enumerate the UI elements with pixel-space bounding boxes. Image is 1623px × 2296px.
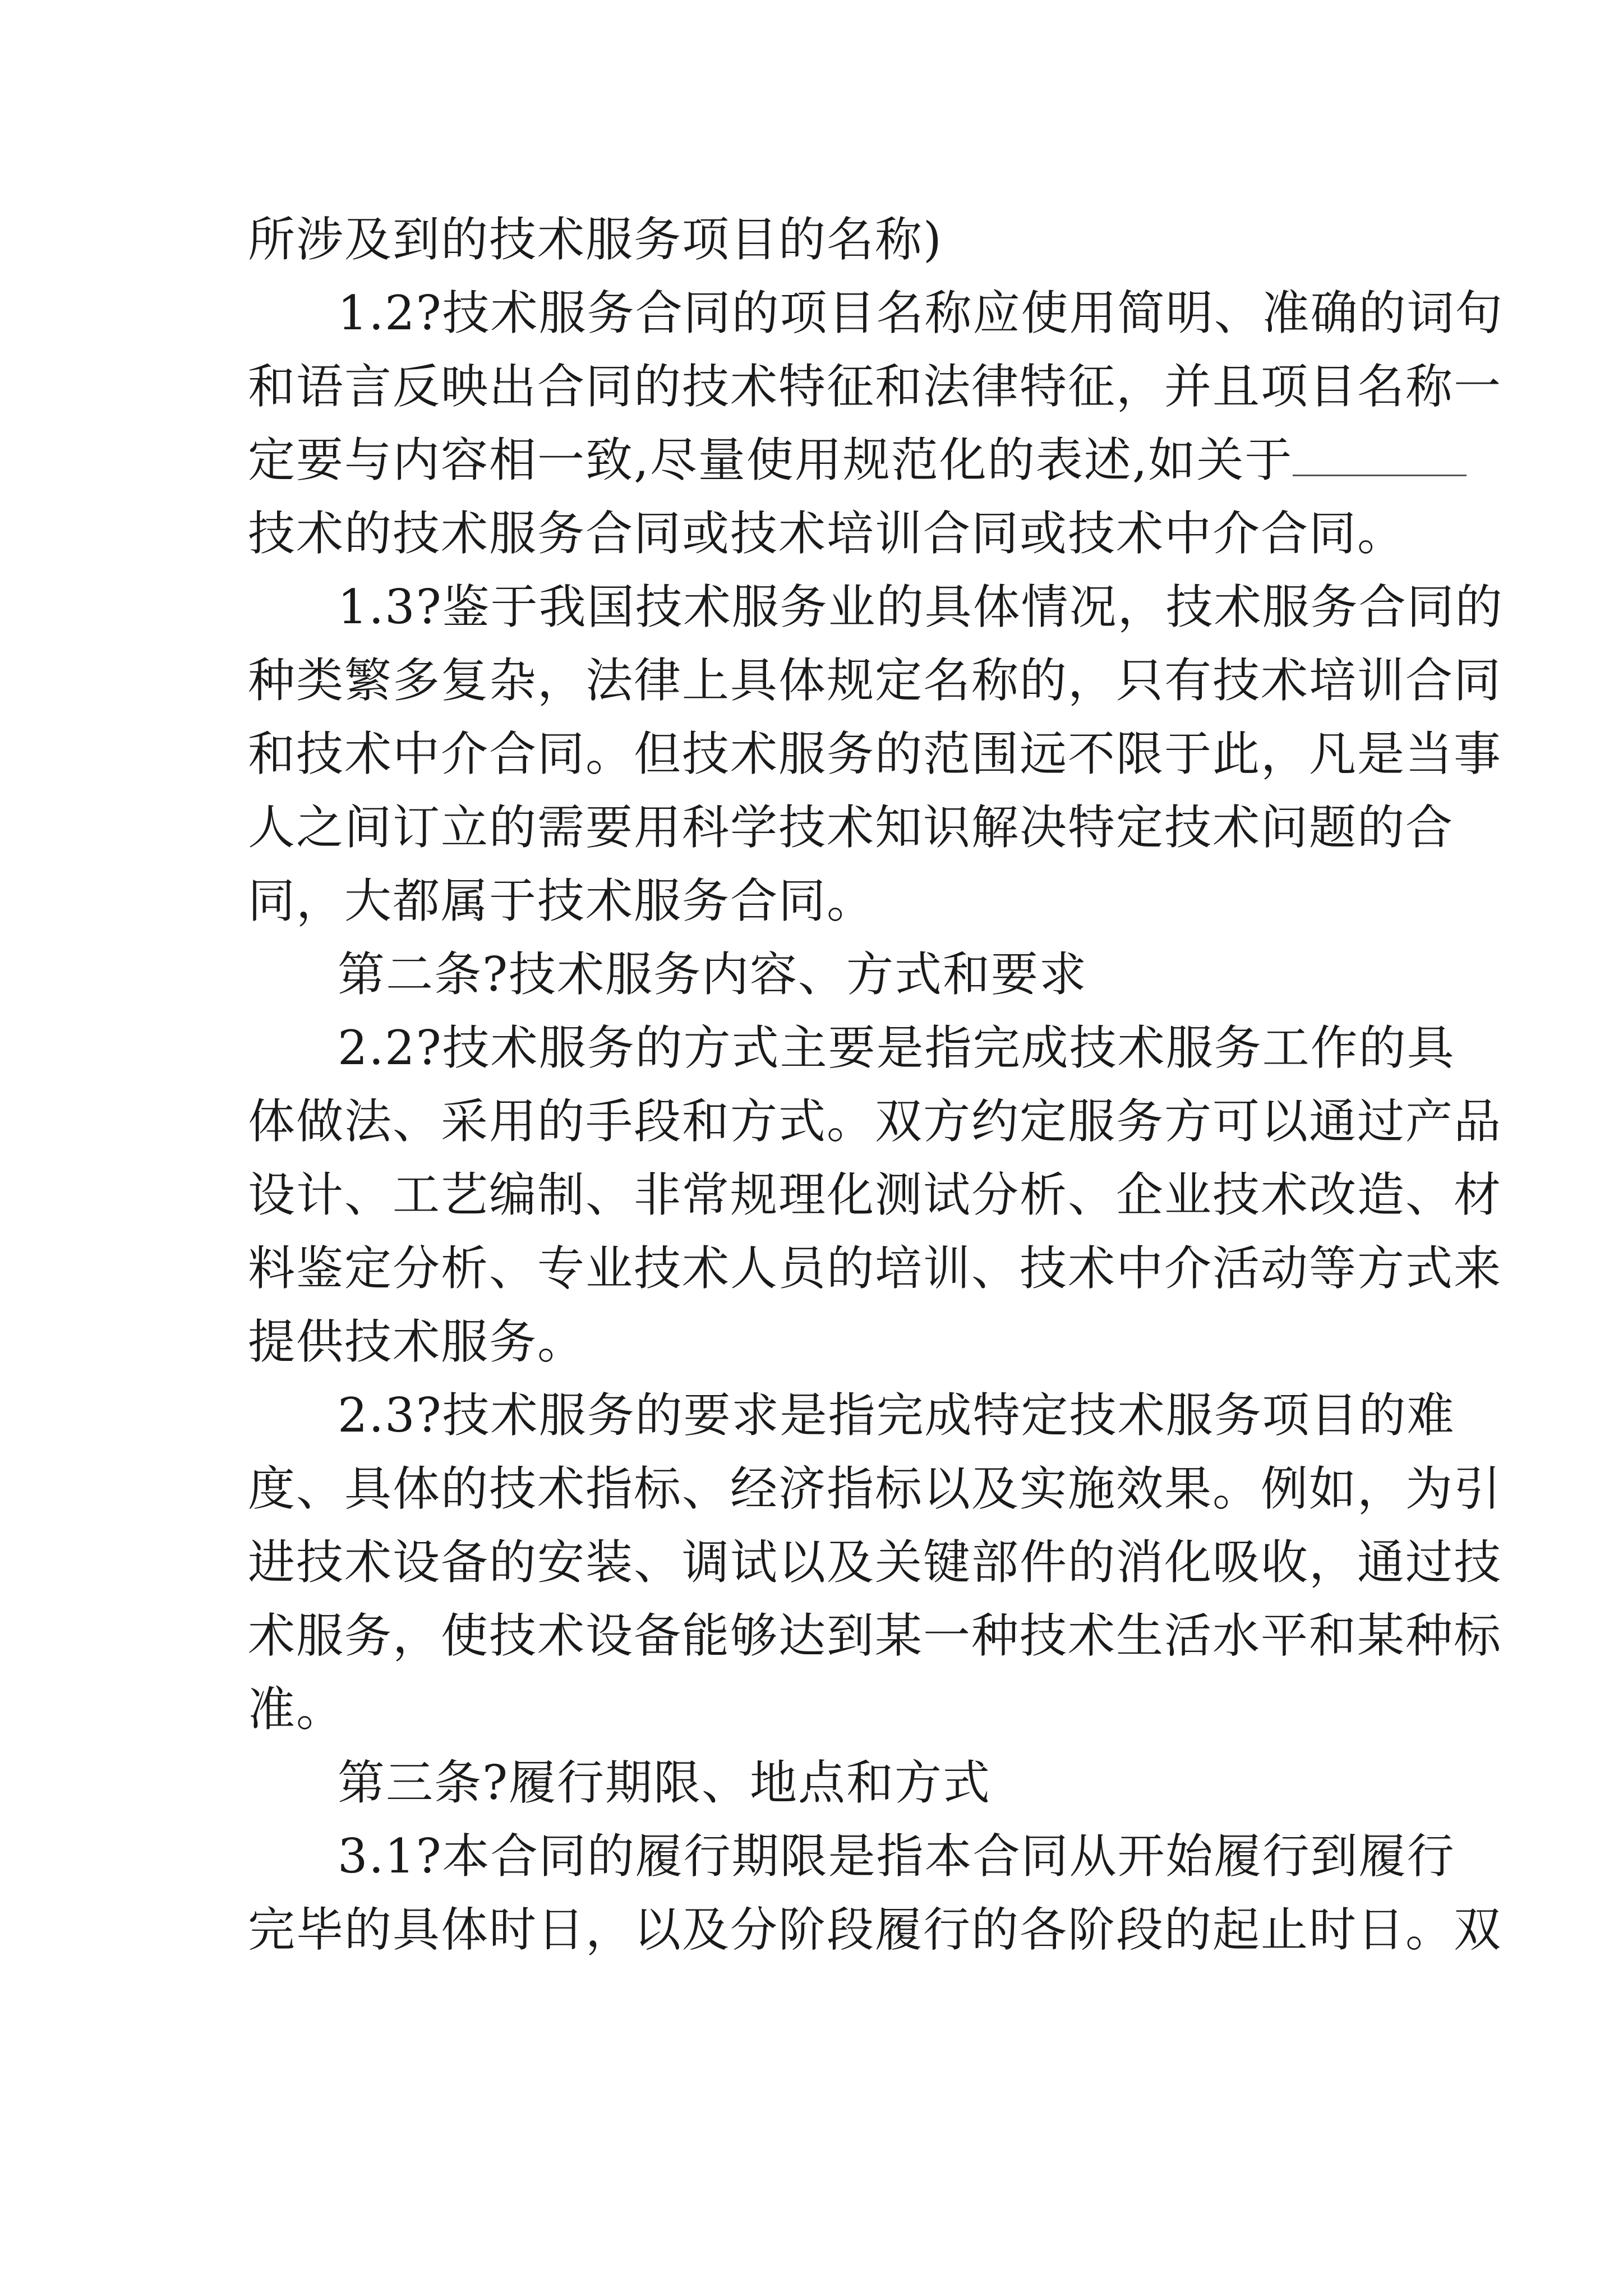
text-line: 术服务，使技术设备能够达到某一种技术生活水平和某种标	[248, 1608, 1502, 1663]
text-line: 3.1?本合同的履行期限是指本合同从开始履行到履行	[338, 1829, 1455, 1884]
text-line: 设计、工艺编制、非常规理化测试分析、企业技术改造、材	[248, 1167, 1502, 1222]
text-line: 度、具体的技术指标、经济指标以及实施效果。例如，为引	[248, 1461, 1502, 1516]
text-line: 定要与内容相一致,尽量使用规范化的表述,如关于	[248, 424, 1375, 497]
text-line: 进技术设备的安装、调试以及关键部件的消化吸收，通过技	[248, 1535, 1502, 1590]
text-line: 1.2?技术服务合同的项目名称应使用简明、准确的词句	[338, 286, 1504, 341]
fill-in-blank	[1293, 435, 1467, 476]
text-line: 完毕的具体时日，以及分阶段履行的各阶段的起止时日。双	[248, 1902, 1502, 1957]
text-line: 提供技术服务。	[248, 1314, 586, 1369]
text-line: 2.3?技术服务的要求是指完成特定技术服务项目的难	[338, 1388, 1455, 1443]
text-line: 人之间订立的需要用科学技术知识解决特定技术问题的合	[248, 800, 1454, 855]
text-line: 2.2?技术服务的方式主要是指完成技术服务工作的具	[338, 1020, 1455, 1075]
section-heading: 第二条?技术服务内容、方式和要求	[338, 947, 1088, 1002]
text-line: 1.3?鉴于我国技术服务业的具体情况，技术服务合同的	[338, 579, 1504, 634]
text-line: 种类繁多复杂，法律上具体规定名称的，只有技术培训合同	[248, 653, 1502, 708]
text-line: 料鉴定分析、专业技术人员的培训、技术中介活动等方式来	[248, 1241, 1502, 1296]
text-line: 技术的技术服务合同或技术培训合同或技术中介合同。	[248, 506, 1406, 561]
section-heading: 第三条?履行期限、地点和方式	[338, 1755, 992, 1810]
document-body	[248, 203, 1504, 1967]
text-line: 体做法、采用的手段和方式。双方约定服务方可以通过产品	[248, 1094, 1502, 1149]
text-line: 和语言反映出合同的技术特征和法律特征，并且项目名称一	[248, 359, 1502, 414]
text-line: 同，大都属于技术服务合同。	[248, 873, 875, 928]
text-line: 和技术中介合同。但技术服务的范围远不限于此，凡是当事	[248, 726, 1502, 781]
text-line: 准。	[248, 1682, 345, 1737]
text-line: 所涉及到的技术服务项目的名称)	[248, 212, 943, 267]
